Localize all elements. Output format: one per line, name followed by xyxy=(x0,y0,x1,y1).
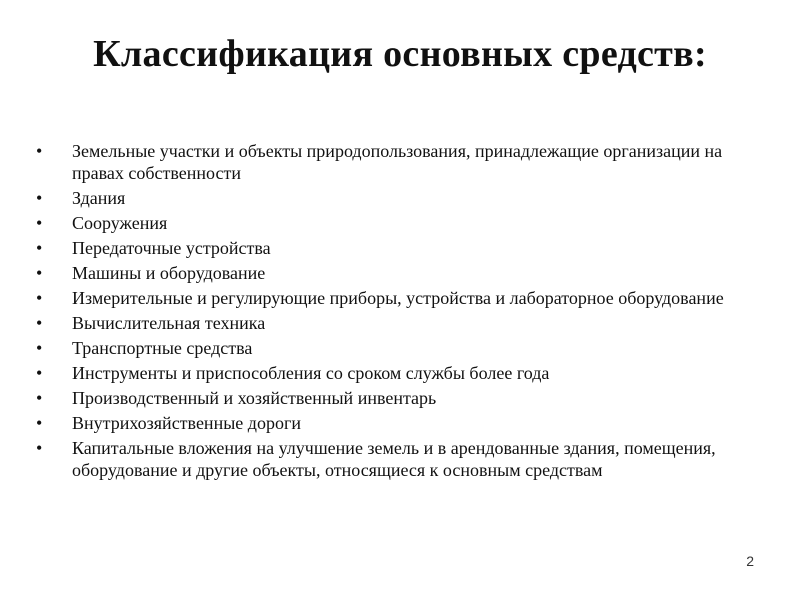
list-item-text: Внутрихозяйственные дороги xyxy=(72,413,301,433)
list-item-text: Вычислительная техника xyxy=(72,313,266,333)
list-item xyxy=(36,387,764,409)
list-item-text: Транспортные средства xyxy=(72,338,253,358)
bullet-icon: • xyxy=(36,263,43,283)
bullet-list xyxy=(36,140,764,484)
bullet-icon: • xyxy=(36,438,43,458)
page-number: 2 xyxy=(746,553,754,569)
bullet-icon: • xyxy=(36,313,43,333)
bullet-icon: • xyxy=(36,188,43,208)
list-item xyxy=(36,237,764,259)
bullet-icon: • xyxy=(36,413,43,433)
list-item-text: Производственный и хозяйственный инвентарь xyxy=(72,388,437,408)
list-item xyxy=(36,312,764,334)
list-item-text: Инструменты и приспособления со сроком службы более года xyxy=(72,363,550,383)
bullet-icon: • xyxy=(36,213,43,233)
bullet-icon: • xyxy=(36,288,43,308)
list-item xyxy=(36,287,764,309)
slide-title: Классификация основных средств: xyxy=(93,33,707,75)
list-item-text: Земельные участки и объекты природопользования, принадлежащие организации на правах собственности xyxy=(72,141,723,183)
list-item xyxy=(36,337,764,359)
list-item xyxy=(36,187,764,209)
list-item-text: Измерительные и регулирующие приборы, устройства и лабораторное оборудование xyxy=(72,288,724,308)
bullet-icon: • xyxy=(36,338,43,358)
list-item xyxy=(36,212,764,234)
list-item xyxy=(36,362,764,384)
list-item xyxy=(36,437,764,481)
bullet-icon: • xyxy=(36,388,43,408)
bullet-icon: • xyxy=(36,363,43,383)
bullet-icon: • xyxy=(36,141,43,161)
list-item xyxy=(36,412,764,434)
list-item xyxy=(36,262,764,284)
list-item-text: Машины и оборудование xyxy=(72,263,266,283)
list-item-text: Сооружения xyxy=(72,213,168,233)
bullet-icon: • xyxy=(36,238,43,258)
list-item-text: Здания xyxy=(72,188,126,208)
list-item-text: Капитальные вложения на улучшение земель и в арендованные здания, помещения, оборудование и другие объекты, относящиеся к основным средствам xyxy=(72,438,716,480)
list-item xyxy=(36,140,764,184)
list-item-text: Передаточные устройства xyxy=(72,238,271,258)
